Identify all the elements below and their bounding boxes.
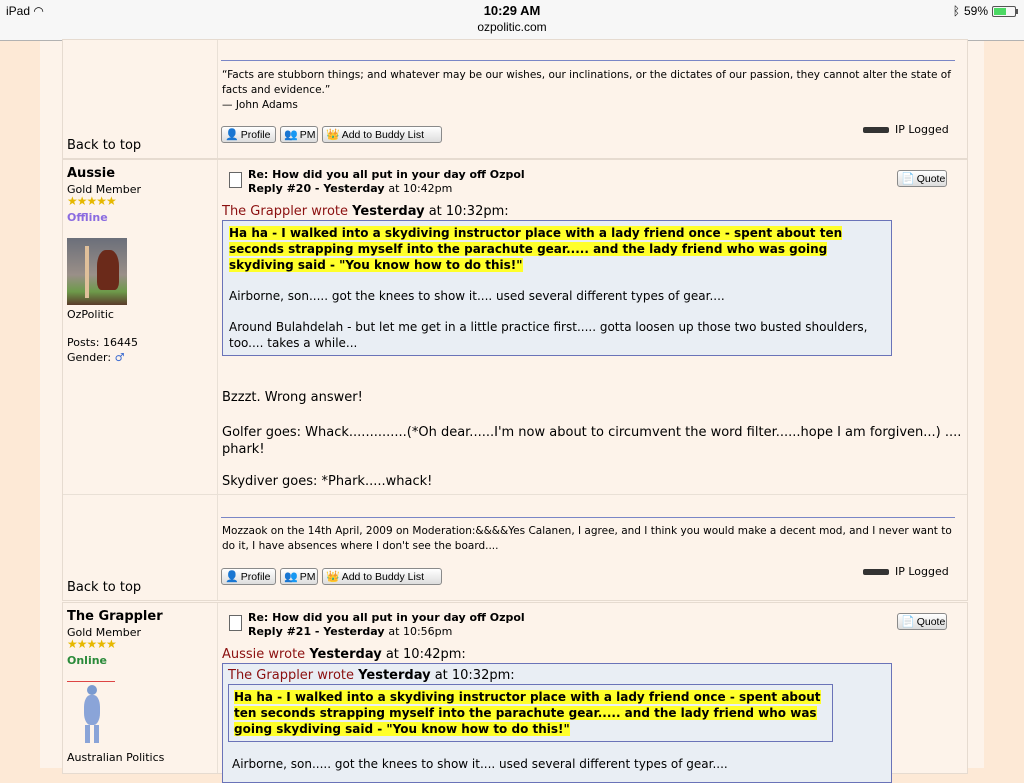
- back-to-top-link[interactable]: Back to top: [67, 138, 142, 153]
- forum-page: [40, 41, 984, 771]
- quote-paragraph: Around Bulahdelah - but let me get in a little practice first..... gotta loosen up those two busted shoulders, too.... takes a while...: [229, 320, 868, 350]
- signature-quote: “Facts are stubborn things; and whatever may be our wishes, our inclinations, or the dictates of our passion, they cannot alter the state of facts and evidence.”: [222, 69, 951, 96]
- nested-quote-box: [228, 684, 833, 742]
- ip-logged: IP Logged: [863, 565, 949, 578]
- profile-icon: 👤: [225, 571, 239, 583]
- user-posts: Posts: 16445: [67, 336, 138, 349]
- quote-paragraph: Airborne, son..... got the knees to show it.... used several different types of gear....: [232, 757, 728, 771]
- pm-button[interactable]: 👥 PM: [280, 126, 318, 143]
- status-right: [953, 4, 1016, 18]
- bluetooth-icon: ᛒ: [952, 4, 960, 18]
- quote-button[interactable]: 📄 Quote: [897, 613, 947, 630]
- plug-icon: [863, 127, 889, 133]
- quote-button[interactable]: 📄 Quote: [897, 170, 947, 187]
- plug-icon: [863, 569, 889, 575]
- pm-icon: 👥: [284, 571, 298, 583]
- quote-paragraph: Airborne, son..... got the knees to show it.... used several different types of gear....: [229, 289, 725, 303]
- quote-box: [222, 220, 892, 356]
- quote-highlight: Ha ha - I walked into a skydiving instructor place with a lady friend once - spent about ten seconds strapping myself into the parachute gear..... and the lady friend who was going skydiving said - "You know how to do this!": [234, 690, 821, 736]
- user-status: Offline: [67, 211, 108, 224]
- post-previous: [62, 39, 968, 159]
- status-bar: [0, 0, 1024, 41]
- signature-separator: [221, 517, 955, 518]
- pm-icon: 👥: [284, 129, 298, 141]
- quote-box: [222, 663, 892, 783]
- ip-logged: IP Logged: [863, 123, 949, 136]
- subject-title[interactable]: Re: How did you all put in your day off Ozpol: [248, 168, 525, 181]
- user-panel: [63, 160, 218, 600]
- reply-info: Reply #21 - Yesterday at 10:56pm: [248, 625, 453, 638]
- reply-info: Reply #20 - Yesterday at 10:42pm: [248, 182, 453, 195]
- device-label: iPad ◠: [6, 4, 44, 18]
- document-icon: [229, 615, 242, 631]
- quote-header: Aussie wrote Yesterday at 10:42pm:: [222, 647, 466, 662]
- post-text: Golfer goes: Whack..............(*Oh dear......I'm now about to circumvent the word filter......hope I am forgiven...) .... phark!: [222, 425, 962, 457]
- buddy-icon: 👑: [326, 129, 340, 141]
- add-buddy-button[interactable]: 👑 Add to Buddy List: [322, 568, 442, 585]
- wifi-icon: ◠: [33, 4, 44, 18]
- battery-percent: 59%: [963, 4, 988, 18]
- battery-icon: [992, 6, 1016, 17]
- username[interactable]: Aussie: [67, 166, 116, 181]
- user-location: OzPolitic: [67, 308, 114, 321]
- user-gender: Gender: ♂: [67, 351, 125, 364]
- signature-separator: [221, 60, 955, 61]
- user-rank: Gold Member: [67, 626, 142, 639]
- rank-stars: ★★★★★: [67, 637, 116, 651]
- back-to-top-link[interactable]: Back to top: [67, 580, 142, 595]
- avatar: [67, 679, 115, 745]
- post-text: Skydiver goes: *Phark.....whack!: [222, 474, 433, 489]
- quote-highlight: Ha ha - I walked into a skydiving instructor place with a lady friend once - spent about ten seconds strapping myself into the parachute gear..... and the lady friend who was going skydiving said - "You know how to do this!": [229, 226, 843, 272]
- quote-header: The Grappler wrote Yesterday at 10:32pm:: [222, 204, 509, 219]
- quote-icon: 📄: [901, 616, 915, 628]
- user-status: Online: [67, 654, 108, 667]
- signature-author: — John Adams: [222, 99, 298, 111]
- add-buddy-button[interactable]: 👑 Add to Buddy List: [322, 126, 442, 143]
- address-bar[interactable]: ozpolitic.com: [477, 20, 547, 34]
- profile-button[interactable]: 👤 Profile: [221, 568, 276, 585]
- post-text: Bzzzt. Wrong answer!: [222, 390, 363, 405]
- post-reply-20: [62, 159, 968, 601]
- profile-icon: 👤: [225, 129, 239, 141]
- document-icon: [229, 172, 242, 188]
- signature: [222, 68, 962, 113]
- profile-button[interactable]: 👤 Profile: [221, 126, 276, 143]
- signature: Mozzaok on the 14th April, 2009 on Moderation:&&&&Yes Calanen, I agree, and I think you would make a decent mod, and I never want to do it, I have absences where I don't see the board....: [222, 525, 952, 552]
- post-subject: [248, 168, 525, 196]
- avatar: [67, 238, 127, 305]
- subject-title[interactable]: Re: How did you all put in your day off Ozpol: [248, 611, 525, 624]
- pm-button[interactable]: 👥 PM: [280, 568, 318, 585]
- nested-quote-header: The Grappler wrote Yesterday at 10:32pm:: [228, 668, 515, 683]
- user-rank: Gold Member: [67, 183, 142, 196]
- username[interactable]: The Grappler: [67, 609, 163, 624]
- post-reply-21: [62, 602, 968, 774]
- user-location: Australian Politics: [67, 751, 165, 764]
- clock: 10:29 AM: [483, 3, 541, 18]
- post-subject: [248, 611, 525, 639]
- quote-icon: 📄: [901, 173, 915, 185]
- male-icon: ♂: [114, 351, 125, 364]
- buddy-icon: 👑: [326, 571, 340, 583]
- rank-stars: ★★★★★: [67, 194, 116, 208]
- user-panel: [63, 603, 218, 773]
